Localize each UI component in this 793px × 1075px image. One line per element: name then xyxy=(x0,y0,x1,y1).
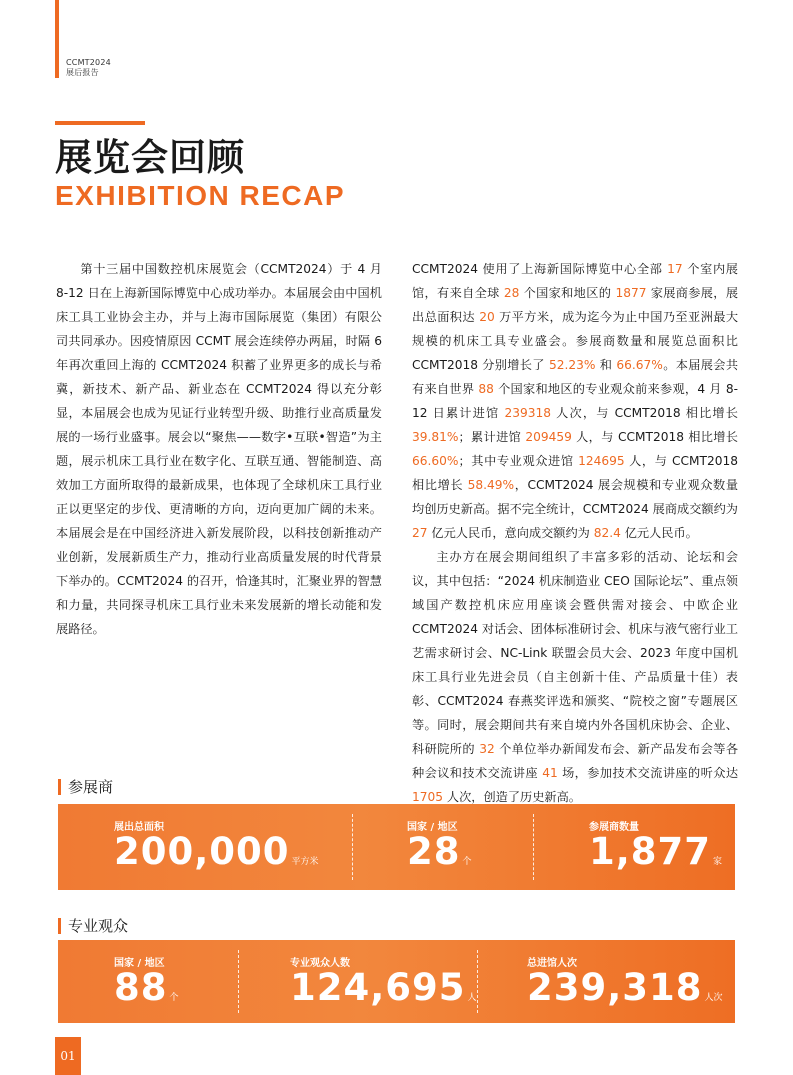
exhibitors-heading-text: 参展商 xyxy=(68,778,114,796)
page-number: 01 xyxy=(55,1037,81,1075)
stat-unit: 人 xyxy=(467,993,477,1003)
stat-label: 国家 / 地区 xyxy=(407,822,458,833)
stat-value: 239,318 人次 xyxy=(527,966,723,1009)
highlight-value: 39.81% xyxy=(412,430,459,444)
highlight-value: 17 xyxy=(667,262,683,276)
highlight-value: 52.23% xyxy=(549,358,596,372)
highlight-value: 27 xyxy=(412,526,428,540)
exhibitors-heading xyxy=(58,778,113,796)
page-title-en: EXHIBITION RECAP xyxy=(55,180,346,211)
stat-label: 展出总面积 xyxy=(114,822,164,833)
highlight-value: 66.67% xyxy=(616,358,663,372)
paragraph-stats-continued: CCMT2024 使用了上海新国际博览中心全部 17 个室内展馆，有来自全球 28 个国家和地区的 1877 家展商参展，展出总面积达 20 万平方米，成为迄今为止中国乃至亚洲最大规模的机床工具专业盛会。参展商数量和展览总面积比 CCMT2018 分别增长了 52.23% 和 66.67%。本届展会共有来自世界 88 个国家和地区的专业观众前来参观，4 月 8-12 日累计进馆 239318 人次，与 CCMT2018 相比增长 39.81%；累计进馆 209459 人，与 CCMT2018 相比增长 66.60%；其中专业观众进馆 124695 人，与 CCMT2018 相比增长 58.49%，CCMT2024 展会规模和专业观众数量均创历史新高。据不完全统计，CCMT2024 展商成交额约为 27 亿元人民币，意向成交额约为 82.4 亿元人民币。 xyxy=(412,262,739,540)
highlight-value: 32 xyxy=(479,742,495,756)
highlight-value: 58.49% xyxy=(467,478,515,492)
stat-label: 参展商数量 xyxy=(589,822,639,833)
stat-label: 总进馆人次 xyxy=(527,958,577,969)
stat-value: 124,695 人 xyxy=(290,966,477,1009)
body-column-left xyxy=(56,257,382,641)
report-name: 展后报告 xyxy=(66,68,99,77)
paragraph-events: 主办方在展会期间组织了丰富多彩的活动、论坛和会议，其中包括：“2024 机床制造业 CEO 国际论坛”、重点领域国产数控机床应用座谈会暨供需对接会、中欧企业 CCMT2024 对话会、团体标准研讨会、机床与液气密行业工艺需求研讨会、NC-Link 联盟会员大会、2023 年度中国机床工具行业先进会员（自主创新十佳、产品质量十佳）表彰、CCMT2024 春燕奖评选和颁奖、“院校之窗”专题展区等。同时，展会期间共有来自境内外各国机床协会、企业、科研院所的 32 个单位举办新闻发布会、新产品发布会等各种会议和技术交流讲座 41 场，参加技术交流讲座的听众达 1705 人次，创造了历史新高。 xyxy=(412,550,739,804)
highlight-value: 239318 xyxy=(504,406,552,420)
stat-value: 28 个 xyxy=(407,830,472,873)
visitors-stats-band xyxy=(58,940,735,1023)
report-code: CCMT2024 xyxy=(66,58,111,67)
visitors-heading xyxy=(58,917,128,935)
stat-unit: 个 xyxy=(462,857,472,867)
stat-unit: 平方米 xyxy=(291,857,319,867)
stat-label: 专业观众人数 xyxy=(290,958,350,969)
stat-value: 88 个 xyxy=(114,966,179,1009)
highlight-value: 28 xyxy=(503,286,520,300)
stat-unit: 个 xyxy=(169,993,179,1003)
highlight-value: 82.4 xyxy=(593,526,621,540)
highlight-value: 1877 xyxy=(615,286,647,300)
page-title-cn: 展览会回顾 xyxy=(55,136,245,179)
report-tag xyxy=(66,58,111,78)
stat-divider xyxy=(477,950,478,1013)
highlight-value: 88 xyxy=(478,382,494,396)
highlight-value: 124695 xyxy=(578,454,625,468)
highlight-value: 1705 xyxy=(412,790,444,804)
highlight-value: 209459 xyxy=(525,430,572,444)
highlight-value: 66.60% xyxy=(412,454,459,468)
title-accent-bar xyxy=(55,121,145,125)
stat-divider xyxy=(238,950,239,1013)
stat-value: 1,877 家 xyxy=(589,830,723,873)
stat-value: 200,000 平方米 xyxy=(114,830,319,873)
visitors-heading-text: 专业观众 xyxy=(68,917,129,935)
stat-divider xyxy=(533,814,534,880)
stat-divider xyxy=(352,814,353,880)
header-accent-bar xyxy=(55,0,59,78)
stat-unit: 人次 xyxy=(704,993,723,1003)
highlight-value: 41 xyxy=(542,766,558,780)
highlight-value: 20 xyxy=(479,310,495,324)
heading-accent xyxy=(58,779,61,795)
exhibitors-stats-band xyxy=(58,804,735,890)
stat-unit: 家 xyxy=(713,857,723,867)
paragraph-intro: 第十三届中国数控机床展览会（CCMT2024）于 4 月 8-12 日在上海新国际博览中心成功举办。本届展会由中国机床工具工业协会主办，并与上海市国际展览（集团）有限公司共同承办。因疫情原因 CCMT 展会连续停办两届，时隔 6 年再次重回上海的 CCMT2024 积蓄了业界更多的成长与希冀，新技术、新产品、新业态在 CCMT2024 得以充分彰显，本届展会也成为见证行业转型升级、助推行业高质量发展的一场行业盛事。展会以“聚焦——数字•互联•智造”为主题，展示机床工具行业在数字化、互联互通、智能制造、高效加工方面所取得的最新成果，也体现了全球机床工具行业正以更坚定的步伐、更清晰的方向，迈向更加广阔的未来。本届展会是在中国经济进入新发展阶段，以科技创新推动产业创新，发展新质生产力，推动行业高质量发展的时代背景下举办的。CCMT2024 的召开，恰逢其时，汇聚业界的智慧和力量，共同探寻机床工具行业未来发展新的增长动能和发展路径。 xyxy=(56,262,382,636)
body-column-right xyxy=(412,257,738,809)
heading-accent xyxy=(58,918,61,934)
stat-label: 国家 / 地区 xyxy=(114,958,165,969)
